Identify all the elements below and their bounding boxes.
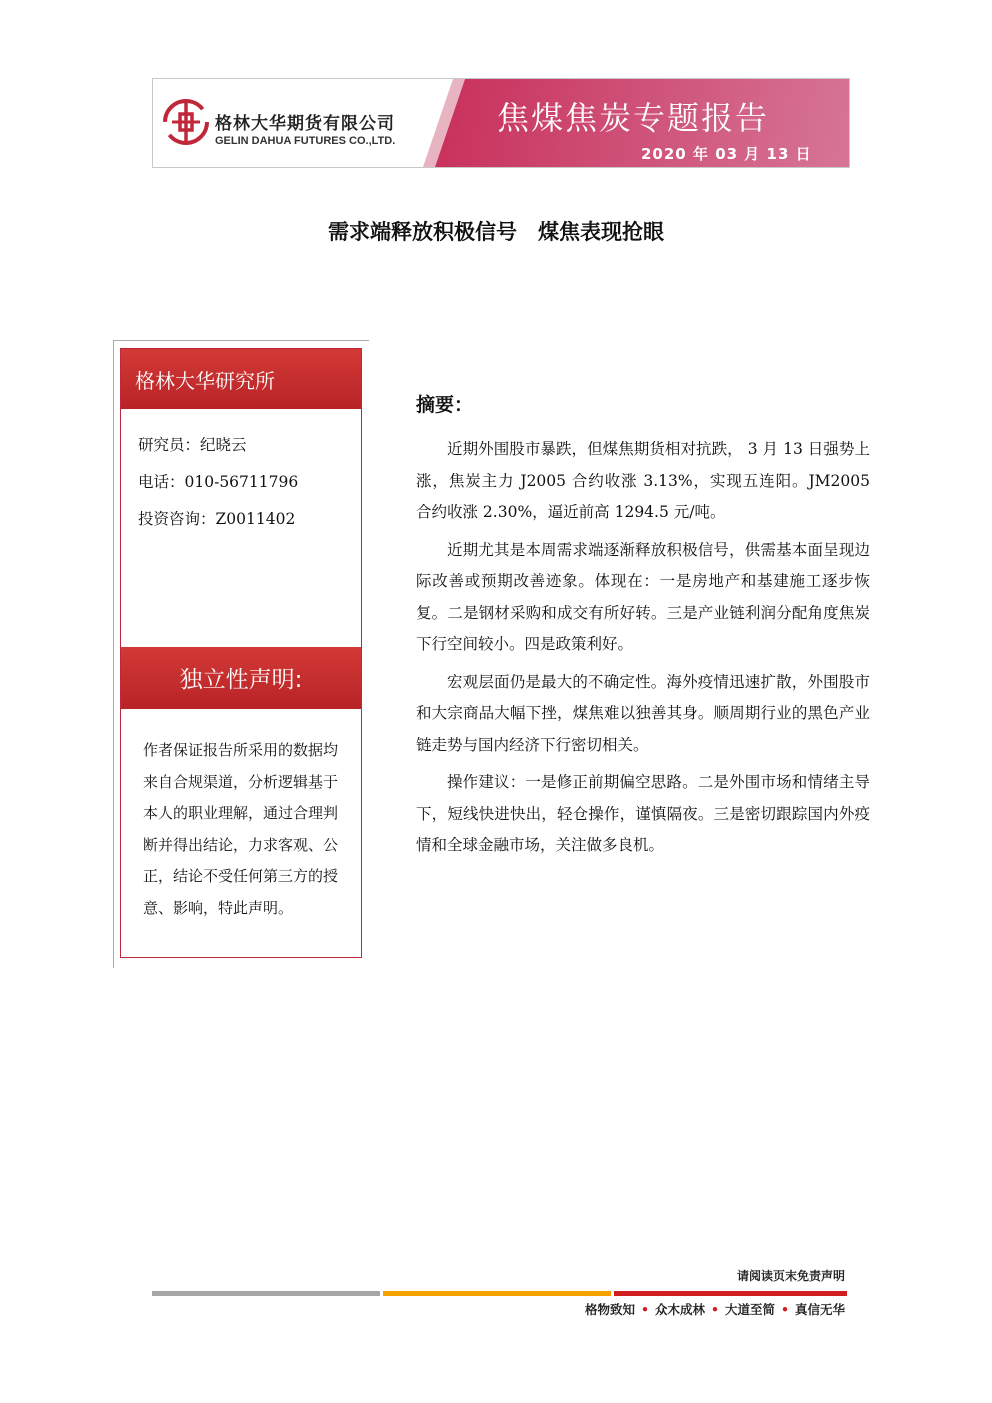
researcher-phone: 电话：010-56711796 <box>138 473 299 491</box>
declaration-title: 独立性声明: <box>179 667 303 693</box>
declaration-header <box>121 647 361 709</box>
motto-item: 格物致知 <box>584 1302 635 1317</box>
report-banner <box>152 78 850 168</box>
abstract-body <box>416 434 870 868</box>
abstract-heading: 摘要： <box>416 394 474 416</box>
bullet-dot-icon: • <box>710 1302 719 1317</box>
footer-bar-red <box>614 1291 847 1296</box>
motto-item: 真信无华 <box>794 1302 845 1317</box>
abstract-paragraph: 近期外围股市暴跌，但煤焦期货相对抗跌， 3 月 13 日强势上涨，焦炭主力 J2005 合约收涨 3.13%，实现五连阳。JM2005 合约收涨 2.30%，逼近前高 1294.5 元/吨。 <box>416 440 870 521</box>
footer-bar-gray <box>152 1291 380 1296</box>
disclaimer-note: 请阅读页末免责声明 <box>736 1269 845 1283</box>
institute-name: 格林大华研究所 <box>135 369 275 393</box>
page-title: 需求端释放积极信号 煤焦表现抢眼 <box>328 220 664 244</box>
report-type-title: 焦煤焦炭专题报告 <box>497 99 770 137</box>
declaration-text: 作者保证报告所采用的数据均来自合规渠道，分析逻辑基于本人的职业理解，通过合理判断并得出结论，力求客观、公正，结论不受任何第三方的授意、影响，特此声明。 <box>143 741 339 917</box>
investment-license: 投资咨询：Z0011402 <box>138 510 296 528</box>
institute-header <box>121 349 361 409</box>
company-logo-icon <box>163 99 209 145</box>
report-date: 2020 年 03 月 13 日 <box>641 145 812 163</box>
motto-item: 大道至简 <box>724 1302 775 1317</box>
bullet-dot-icon: • <box>640 1302 649 1317</box>
motto-item: 众木成林 <box>654 1302 705 1317</box>
footer-motto <box>540 1300 845 1318</box>
abstract-paragraph: 宏观层面仍是最大的不确定性。海外疫情迅速扩散，外围股市和大宗商品大幅下挫，煤焦难以独善其身。顺周期行业的黑色产业链走势与国内经济下行密切相关。 <box>416 672 870 754</box>
researcher-name: 研究员：纪晓云 <box>138 436 247 454</box>
company-name-en: GELIN DAHUA FUTURES CO.,LTD. <box>215 135 396 147</box>
footer-bar-orange <box>383 1291 611 1296</box>
bullet-dot-icon: • <box>780 1302 789 1317</box>
abstract-paragraph: 操作建议：一是修正前期偏空思路。二是外围市场和情绪主导下，短线快进快出，轻仓操作，谨慎隔夜。三是密切跟踪国内外疫情和全球金融市场，关注做多良机。 <box>416 773 870 854</box>
company-name-cn: 格林大华期货有限公司 <box>215 114 395 134</box>
abstract-paragraph: 近期尤其是本周需求端逐渐释放积极信号，供需基本面呈现边际改善或预期改善迹象。体现在：一是房地产和基建施工逐步恢复。二是钢材采购和成交有所好转。三是产业链利润分配角度焦炭下行空间较小。四是政策利好。 <box>416 540 870 653</box>
